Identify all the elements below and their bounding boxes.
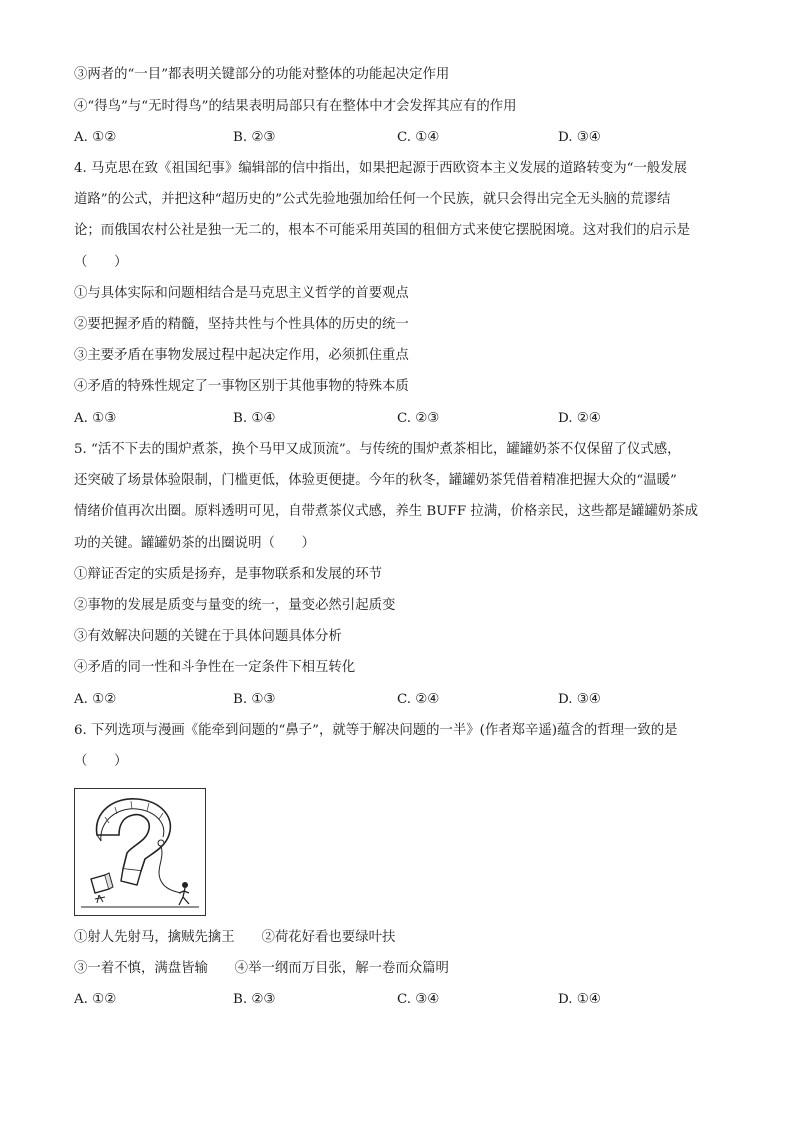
q5-stem-line-3: 情绪价值再次出圈。原料透明可见，自带煮茶仪式感，养生 BUFF 拉满，价格亲民，这些都是罐罐奶茶成 — [74, 504, 699, 519]
q4-option-b[interactable]: B. ①④ — [233, 411, 276, 426]
q5-statement-2: ②事物的发展是质变与量变的统一，量变必然引起质变 — [74, 598, 396, 613]
q6-answer-blank: （ ） — [74, 754, 128, 769]
q5-stem-line-4: 功的关键。罐罐奶茶的出圈说明（ ） — [74, 536, 316, 551]
q5-option-a[interactable]: A. ①② — [74, 692, 117, 707]
q6-option-a[interactable]: A. ①② — [74, 992, 117, 1007]
q5-stem-line-1: 5. “活不下去的围炉煮茶，换个马甲又成顶流”。与传统的围炉煮茶相比，罐罐奶茶不仅保留了仪式感， — [74, 442, 681, 457]
q4-option-a[interactable]: A. ①③ — [74, 411, 117, 426]
q4-answer-blank: （ ） — [74, 255, 128, 270]
q6-option-c[interactable]: C. ③④ — [397, 992, 440, 1007]
q5-option-b[interactable]: B. ①③ — [233, 692, 276, 707]
q5-statement-1: ①辩证否定的实质是扬弃，是事物联系和发展的环节 — [74, 567, 382, 582]
small-figure — [95, 895, 105, 903]
q3-option-a[interactable]: A. ①② — [74, 130, 117, 145]
q5-statement-4: ④矛盾的同一性和斗争性在一定条件下相互转化 — [74, 660, 356, 675]
q6-statements-3-4: ③一着不慎，满盘皆输 ④举一纲而万目张，解一卷而众篇明 — [74, 961, 449, 976]
question-mark-cartoon — [74, 788, 206, 916]
q3-option-c[interactable]: C. ①④ — [397, 130, 440, 145]
q4-stem-line-3: 论；而俄国农村公社是独一无二的，根本不可能采用英国的租佃方式来使它摆脱困境。这对我们的启示是 — [74, 223, 690, 238]
q5-option-d[interactable]: D. ③④ — [558, 692, 601, 707]
q4-option-c[interactable]: C. ②③ — [397, 411, 440, 426]
person-body — [179, 888, 189, 905]
q5-statement-3: ③有效解决问题的关键在于具体问题具体分析 — [74, 629, 342, 644]
q4-stem-line-1: 4. 马克思在致《祖国纪事》编辑部的信中指出，如果把起源于西欧资本主义发展的道路转变为“一般发展 — [74, 161, 688, 176]
q3-option-d[interactable]: D. ③④ — [558, 130, 601, 145]
q4-statement-4: ④矛盾的特殊性规定了一事物区别于其他事物的特殊本质 — [74, 379, 409, 394]
cartoon-drawing — [75, 789, 205, 915]
q5-option-c[interactable]: C. ②④ — [397, 692, 440, 707]
question-mark-shape — [97, 799, 171, 871]
q5-stem-line-2: 还突破了场景体验限制，门槛更低，体验更便捷。今年的秋冬，罐罐奶茶凭借着精准把握大众的“温暖” — [74, 473, 677, 488]
q6-option-d[interactable]: D. ①④ — [558, 992, 601, 1007]
q6-option-b[interactable]: B. ②③ — [233, 992, 276, 1007]
q4-option-d[interactable]: D. ②④ — [558, 411, 601, 426]
q3-statement-3: ③两者的“一目”都表明关键部分的功能对整体的功能起决定作用 — [74, 67, 450, 82]
person-head — [182, 882, 188, 888]
question-mark-stem — [121, 869, 141, 885]
leading-rope — [159, 846, 181, 893]
q3-option-b[interactable]: B. ②③ — [233, 130, 276, 145]
q4-statement-2: ②要把握矛盾的精髓，坚持共性与个性具体的历史的统一 — [74, 317, 409, 332]
q6-statements-1-2: ①射人先射马，擒贼先擒王 ②荷花好看也要绿叶扶 — [74, 930, 396, 945]
q4-statement-3: ③主要矛盾在事物发展过程中起决定作用，必须抓住重点 — [74, 348, 409, 363]
q6-stem-line-1: 6. 下列选项与漫画《能牵到问题的“鼻子”，就等于解决问题的一半》(作者郑辛遥)蕴含的哲理一致的是 — [74, 723, 678, 738]
q4-statement-1: ①与具体实际和问题相结合是马克思主义哲学的首要观点 — [74, 286, 409, 301]
q3-statement-4: ④“得鸟”与“无时得鸟”的结果表明局部只有在整体中才会发挥其应有的作用 — [74, 99, 517, 114]
q4-stem-line-2: 道路”的公式，并把这种“超历史的”公式先验地强加给任何一个民族，就只会得出完全无头脑的荒谬结 — [74, 192, 671, 207]
